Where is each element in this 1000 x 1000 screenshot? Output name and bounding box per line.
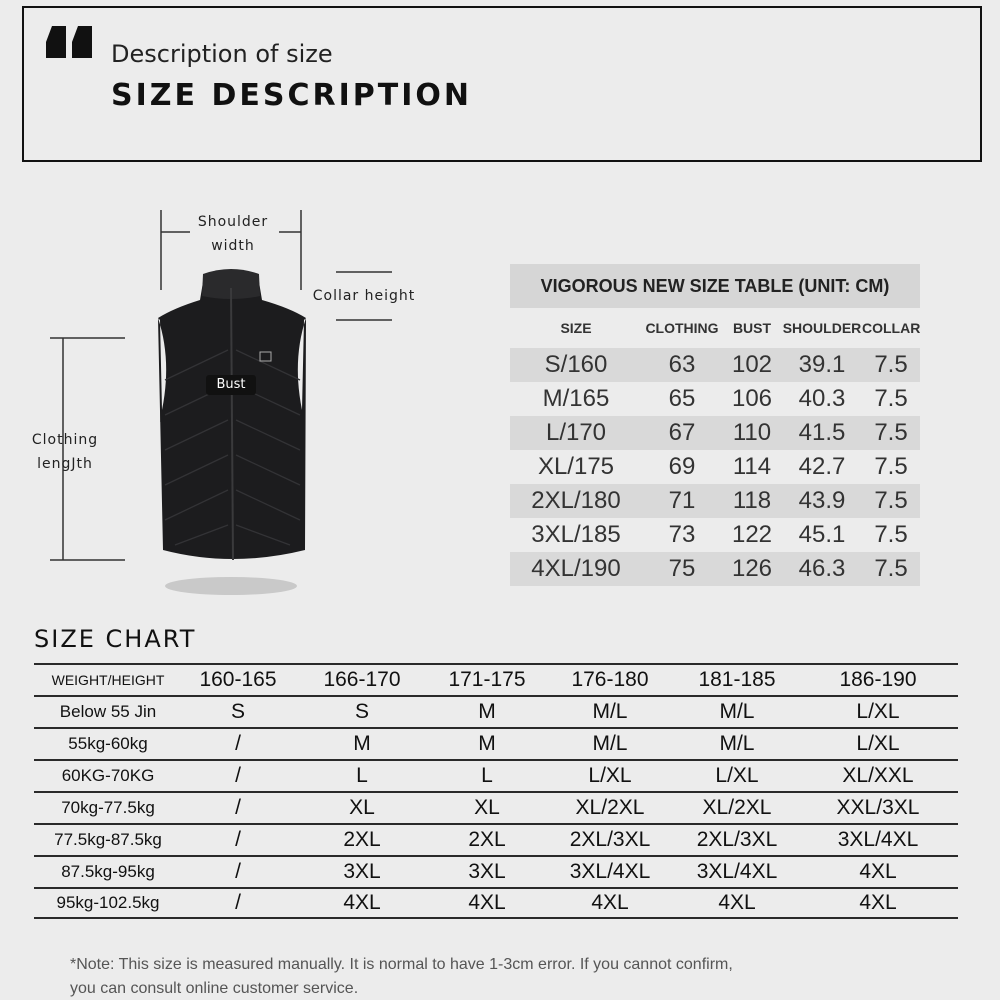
table-cell: M <box>353 732 371 755</box>
table-cell: 46.3 <box>798 555 846 582</box>
table-row <box>34 855 958 887</box>
size-table <box>510 264 920 586</box>
table-cell: 4XL <box>343 891 381 914</box>
table-cell: 41.5 <box>798 419 846 446</box>
table-cell: 7.5 <box>874 555 908 582</box>
table-row <box>510 416 920 450</box>
header-title: SIZE DESCRIPTION <box>111 78 472 113</box>
table-cell: 69 <box>668 453 696 480</box>
table-row <box>510 348 920 382</box>
table-cell: XL/2XL <box>575 796 645 819</box>
table-cell: 106 <box>731 385 773 412</box>
table-cell: 3XL/4XL <box>837 828 919 851</box>
table-cell: 65 <box>668 385 696 412</box>
header-cell: COLLAR <box>862 320 921 336</box>
table-cell: 60KG-70KG <box>61 766 155 785</box>
header-cell: 160-165 <box>199 668 277 691</box>
table-cell: S <box>230 700 245 723</box>
table-row <box>510 450 920 484</box>
table-cell: 126 <box>731 555 773 582</box>
clothing-length-label <box>20 428 110 476</box>
length-label-line2: lengJth <box>37 456 93 472</box>
table-cell: 7.5 <box>874 385 908 412</box>
table-cell: 4XL <box>591 891 629 914</box>
header-cell: CLOTHING <box>645 320 719 336</box>
table-cell: L/XL <box>856 700 900 723</box>
table-cell: M/L <box>592 700 628 723</box>
table-cell: 40.3 <box>798 385 846 412</box>
table-cell: 2XL <box>468 828 506 851</box>
table-row <box>34 791 958 823</box>
header-cell: 181-185 <box>698 668 776 691</box>
measurement-note <box>70 953 970 1000</box>
table-cell: M <box>478 732 496 755</box>
table-cell: 4XL <box>468 891 506 914</box>
table-cell: L/XL <box>856 732 900 755</box>
table-cell: 67 <box>668 419 696 446</box>
header-cell: WEIGHT/HEIGHT <box>51 672 165 688</box>
table-cell: / <box>235 764 241 787</box>
table-cell: 110 <box>732 419 772 446</box>
table-cell: 42.7 <box>798 453 846 480</box>
bust-label: Bust <box>206 375 256 395</box>
table-cell: 55kg-60kg <box>68 734 148 753</box>
table-cell: L/XL <box>588 764 632 787</box>
table-cell: 45.1 <box>798 521 846 548</box>
table-cell: 3XL <box>468 860 506 883</box>
table-cell: 7.5 <box>874 419 908 446</box>
table-cell: 2XL/3XL <box>696 828 778 851</box>
table-cell: M/L <box>719 732 755 755</box>
table-cell: 114 <box>732 453 772 480</box>
table-cell: S <box>354 700 369 723</box>
size-chart-header <box>34 663 958 695</box>
table-cell: 2XL/180 <box>531 487 621 514</box>
table-row <box>34 887 958 919</box>
table-cell: XL/175 <box>537 453 615 480</box>
table-cell: 43.9 <box>798 487 846 514</box>
header-subtitle: Description of size <box>111 40 333 68</box>
table-row <box>34 695 958 727</box>
table-cell: 75 <box>668 555 696 582</box>
table-cell: / <box>235 860 241 883</box>
table-cell: XL <box>474 796 500 819</box>
table-row <box>510 484 920 518</box>
table-cell: M/165 <box>542 385 610 412</box>
table-cell: 39.1 <box>798 351 846 378</box>
table-cell: 71 <box>668 487 696 514</box>
table-cell: L/170 <box>545 419 607 446</box>
header-cell: 171-175 <box>448 668 526 691</box>
table-row <box>510 552 920 586</box>
header-cell: 176-180 <box>571 668 649 691</box>
table-cell: XXL/3XL <box>836 796 920 819</box>
table-cell: XL/XXL <box>842 764 914 787</box>
quote-icon <box>44 22 98 62</box>
header-cell: 166-170 <box>323 668 401 691</box>
table-cell: 7.5 <box>874 487 908 514</box>
collar-height-label: Collar height <box>312 288 416 304</box>
table-cell: / <box>235 891 241 914</box>
table-cell: 77.5kg-87.5kg <box>54 830 162 849</box>
table-cell: 118 <box>732 487 772 514</box>
table-cell: 63 <box>668 351 696 378</box>
header-cell: 186-190 <box>839 668 917 691</box>
table-cell: L <box>481 764 493 787</box>
size-table-header <box>510 308 920 348</box>
table-cell: 7.5 <box>874 521 908 548</box>
table-cell: 4XL <box>859 891 897 914</box>
size-chart-title: SIZE CHART <box>34 625 197 653</box>
table-cell: L/XL <box>715 764 759 787</box>
note-line-2: you can consult online customer service. <box>70 980 359 997</box>
table-cell: 4XL <box>718 891 756 914</box>
table-cell: / <box>235 796 241 819</box>
table-cell: M <box>478 700 496 723</box>
table-cell: XL <box>349 796 375 819</box>
length-label-line1: Clothing <box>31 432 99 448</box>
header-cell: BUST <box>732 320 772 336</box>
header-cell: SHOULDER <box>782 320 862 336</box>
table-cell: 2XL <box>343 828 381 851</box>
table-row <box>34 759 958 791</box>
table-cell: / <box>235 828 241 851</box>
header-box <box>22 6 982 162</box>
table-cell: 102 <box>731 351 773 378</box>
table-cell: 7.5 <box>874 351 908 378</box>
table-cell: M/L <box>719 700 755 723</box>
table-cell: S/160 <box>544 351 608 378</box>
table-cell: XL/2XL <box>702 796 772 819</box>
table-cell: 73 <box>668 521 696 548</box>
table-cell: L <box>356 764 368 787</box>
table-cell: 2XL/3XL <box>569 828 651 851</box>
table-cell: 87.5kg-95kg <box>61 862 155 881</box>
table-cell: 3XL/4XL <box>696 860 778 883</box>
vest-diagram <box>0 190 500 620</box>
table-row <box>34 823 958 855</box>
table-cell: M/L <box>592 732 628 755</box>
shoulder-label-line1: Shoulder <box>197 214 269 230</box>
table-cell: 3XL/4XL <box>569 860 651 883</box>
table-cell: 122 <box>731 521 773 548</box>
table-cell: 3XL/185 <box>531 521 621 548</box>
shoulder-width-label <box>186 210 280 258</box>
shoulder-label-line2: width <box>211 238 255 254</box>
table-cell: 7.5 <box>874 453 908 480</box>
table-row <box>510 382 920 416</box>
header-cell: SIZE <box>560 320 592 336</box>
note-line-1: *Note: This size is measured manually. It is normal to have 1-3cm error. If you cannot confirm, <box>70 956 733 973</box>
table-row <box>510 518 920 552</box>
table-cell: 95kg-102.5kg <box>56 893 160 912</box>
table-cell: 70kg-77.5kg <box>61 798 155 817</box>
table-cell: Below 55 Jin <box>59 702 157 721</box>
table-cell: 4XL <box>859 860 897 883</box>
size-table-title: VIGOROUS NEW SIZE TABLE (UNIT: CM) <box>510 264 920 308</box>
table-cell: / <box>235 732 241 755</box>
table-cell: 4XL/190 <box>531 555 621 582</box>
table-cell: 3XL <box>343 860 381 883</box>
table-row <box>34 727 958 759</box>
size-chart <box>34 663 958 919</box>
